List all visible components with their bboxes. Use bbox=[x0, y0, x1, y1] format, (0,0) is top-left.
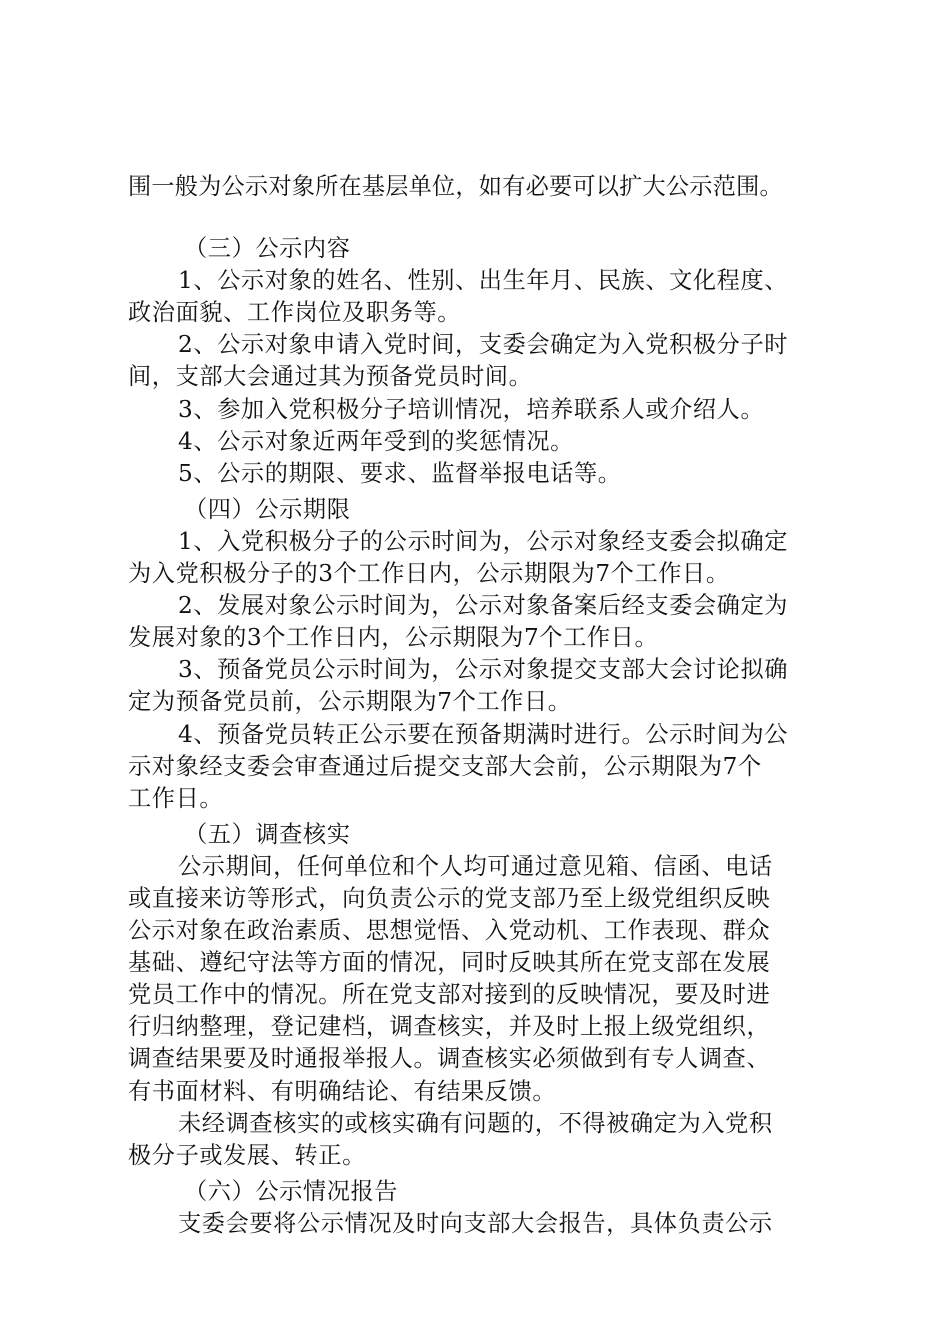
paragraph-line: 5、公示的期限、要求、监督举报电话等。 bbox=[178, 459, 622, 487]
paragraph-line: 政治面貌、工作岗位及职务等。 bbox=[128, 299, 462, 327]
paragraph-line: 公示对象在政治素质、思想觉悟、入党动机、工作表现、群众 bbox=[128, 917, 771, 945]
section-heading-content: （三）公示内容 bbox=[184, 235, 351, 263]
paragraph-line: 未经调查核实的或核实确有问题的，不得被确定为入党积 bbox=[178, 1109, 773, 1137]
paragraph-line: 党员工作中的情况。所在党支部对接到的反映情况，要及时进 bbox=[128, 981, 771, 1009]
paragraph-line: 基础、遵纪守法等方面的情况，同时反映其所在党支部在发展 bbox=[128, 949, 771, 977]
paragraph-line: 定为预备党员前，公示期限为7个工作日。 bbox=[128, 688, 572, 716]
paragraph-line: 极分子或发展、转正。 bbox=[128, 1141, 366, 1169]
paragraph-line: 4、公示对象近两年受到的奖惩情况。 bbox=[178, 427, 574, 455]
paragraph-line: 3、参加入党积极分子培训情况，培养联系人或介绍人。 bbox=[178, 395, 765, 423]
document-body bbox=[128, 171, 842, 1240]
section-heading-investigation: （五）调查核实 bbox=[184, 820, 351, 848]
paragraph-line: 1、公示对象的姓名、性别、出生年月、民族、文化程度、 bbox=[178, 267, 789, 295]
paragraph-line: 调查结果要及时通报举报人。调查核实必须做到有专人调查、 bbox=[128, 1045, 771, 1073]
paragraph-line: 4、预备党员转正公示要在预备期满时进行。公示时间为公 bbox=[178, 720, 789, 748]
paragraph-line: 间，支部大会通过其为预备党员时间。 bbox=[128, 363, 533, 391]
paragraph-line: 或直接来访等形式，向负责公示的党支部乃至上级党组织反映 bbox=[128, 884, 771, 912]
paragraph-line: 2、发展对象公示时间为，公示对象备案后经支委会确定为 bbox=[178, 592, 789, 620]
paragraph-line: 公示期间，任何单位和个人均可通过意见箱、信函、电话 bbox=[178, 852, 773, 880]
paragraph-line: 3、预备党员公示时间为，公示对象提交支部大会讨论拟确 bbox=[178, 656, 789, 684]
section-heading-report: （六）公示情况报告 bbox=[184, 1177, 399, 1205]
paragraph-line: 为入党积极分子的3个工作日内，公示期限为7个工作日。 bbox=[128, 560, 730, 588]
paragraph-line: 行归纳整理，登记建档，调查核实，并及时上报上级党组织， bbox=[128, 1013, 771, 1041]
section-heading-period: （四）公示期限 bbox=[184, 495, 351, 523]
paragraph-line: 有书面材料、有明确结论、有结果反馈。 bbox=[128, 1077, 557, 1105]
paragraph-line: 1、入党积极分子的公示时间为，公示对象经支委会拟确定 bbox=[178, 527, 789, 555]
paragraph-line: 示对象经支委会审查通过后提交支部大会前，公示期限为7个 bbox=[128, 752, 762, 780]
paragraph-line: 2、公示对象申请入党时间，支委会确定为入党积极分子时 bbox=[178, 331, 789, 359]
paragraph-line: 支委会要将公示情况及时向支部大会报告，具体负责公示 bbox=[178, 1209, 773, 1237]
paragraph-line: 围一般为公示对象所在基层单位，如有必要可以扩大公示范围。 bbox=[128, 173, 783, 200]
paragraph-line: 工作日。 bbox=[128, 784, 224, 812]
paragraph-line: 发展对象的3个工作日内，公示期限为7个工作日。 bbox=[128, 624, 659, 652]
